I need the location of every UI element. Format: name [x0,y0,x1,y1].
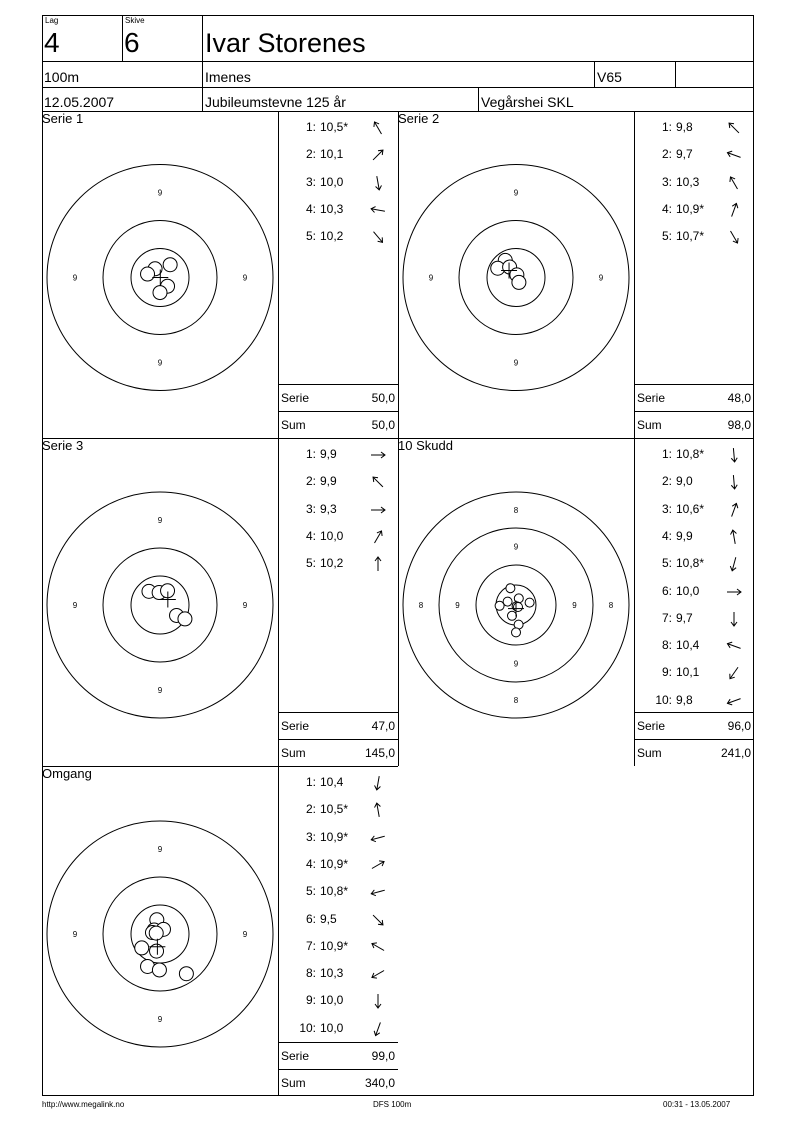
direction-arrow-icon [368,828,388,848]
direction-arrow-icon [368,500,388,520]
ring-label: 9 [242,273,248,283]
direction-arrow-icon [368,145,388,165]
shot-row [634,145,754,165]
direction-arrow-icon [368,472,388,492]
shot-row [278,554,398,574]
ring-label: 8 [608,601,614,610]
class: V65 [597,69,622,85]
date: 12.05.2007 [44,94,115,110]
direction-arrow-icon [368,118,388,138]
direction-arrow-icon [368,200,388,220]
shot-score: 10,1 [676,665,700,680]
shot-number: 8: [661,638,672,653]
shot-number: 3: [661,174,672,189]
shot-number: 2: [305,474,316,489]
target-ring [131,576,189,634]
direction-arrow-icon [368,554,388,574]
footer-timestamp: 00:31 - 13.05.2007 [663,1100,731,1109]
serie-total: 96,0 [727,719,751,733]
sum-label: Sum [281,1076,306,1090]
shot-number: 1: [305,120,316,134]
club: Imenes [205,69,251,85]
serie-total: 50,0 [371,391,395,405]
ring-label: 9 [72,930,78,939]
ring-label: 9 [157,686,163,695]
direction-arrow-icon [368,937,388,957]
shot-hole [525,598,534,607]
direction-arrow-icon [724,445,744,465]
direction-arrow-icon [724,173,744,193]
ring-label: 9 [157,358,163,368]
serie-label: Serie [281,719,310,733]
shot-number: 5: [305,556,316,571]
shot-score: 10,9* [676,201,705,216]
shot-row [634,527,754,547]
shot-hole [152,963,166,977]
shot-score: 10,9* [320,856,349,871]
shot-hole [495,601,504,610]
lag-label: Lag [45,16,59,25]
shot-hole [179,967,193,981]
shot-row [634,445,754,465]
target-diagram [398,438,634,766]
ring-label: 8 [418,601,424,610]
shot-score: 9,9 [676,528,693,543]
target-ring [47,492,273,718]
shot-row [634,663,754,683]
shot-score: 10,4 [320,775,344,789]
shot-number: 1: [661,447,672,461]
shot-number: 2: [305,802,316,817]
ring-label: 9 [455,601,460,610]
shot-row [278,445,398,465]
shot-number: 1: [661,120,672,134]
panel-title: Serie 2 [398,111,440,126]
shot-number: 4: [661,528,672,543]
shot-score: 10,0 [320,1020,344,1035]
shot-score: 10,8* [320,884,349,899]
shot-number: 4: [305,528,316,543]
shot-row [634,200,754,220]
ring-label: 9 [157,845,163,854]
shot-number: 7: [305,938,316,953]
shot-row [278,173,398,193]
target-diagram [398,111,634,438]
shot-hole [153,286,167,300]
footer-url[interactable]: http://www.megalink.no [42,1100,125,1109]
direction-arrow-icon [724,691,744,711]
shot-row [634,609,754,629]
shot-row [634,554,754,574]
shot-row [634,472,754,492]
shot-row [278,1019,398,1039]
direction-arrow-icon [368,964,388,984]
ring-label: 9 [513,659,519,669]
distance: 100m [44,69,80,85]
shot-number: 5: [305,884,316,899]
shot-row [278,882,398,902]
direction-arrow-icon [724,118,744,138]
serie-total: 99,0 [371,1049,395,1063]
shot-row [634,173,754,193]
shot-row [278,800,398,820]
shot-number: 8: [305,966,316,981]
ring-label: 9 [72,273,78,283]
direction-arrow-icon [724,582,744,602]
shot-number: 2: [305,147,316,162]
shot-row [278,855,398,875]
organizer: Vegårshei SKL [481,94,574,110]
shooter-name: Ivar Storenes [205,28,366,58]
shot-number: 6: [661,583,672,598]
shot-number: 5: [305,229,316,244]
serie-total: 48,0 [727,391,751,405]
shot-number: 5: [661,556,672,571]
shot-row [278,964,398,984]
shot-score: 10,3 [320,966,344,981]
sum-total: 241,0 [720,746,751,760]
shot-number: 4: [305,201,316,216]
shot-row [278,200,398,220]
shot-score: 9,5 [320,911,337,926]
panel-title: Serie 1 [42,111,84,126]
shot-score: 10,9* [320,829,349,844]
shot-row [278,828,398,848]
event-name: Jubileumstevne 125 år [205,94,346,110]
lag-value: 4 [44,27,60,58]
shot-score: 10,5* [320,120,349,134]
direction-arrow-icon [724,200,744,220]
ring-label: 9 [157,516,163,525]
shot-score: 10,9* [320,938,349,953]
serie-label: Serie [637,719,666,733]
panel-title: Serie 3 [42,438,84,453]
shot-number: 7: [661,610,672,625]
shot-row [278,991,398,1011]
shot-row [634,582,754,602]
shot-score: 10,8* [676,556,705,571]
direction-arrow-icon [724,663,744,683]
serie-label: Serie [281,391,310,405]
shot-row [278,227,398,247]
shot-score: 9,7 [676,610,693,625]
shot-hole [508,611,517,620]
shot-score: 9,9 [320,474,337,489]
shot-number: 6: [305,911,316,926]
shot-row [634,691,754,711]
direction-arrow-icon [368,527,388,547]
shot-hole [163,258,177,272]
shot-score: 10,2 [320,556,344,571]
shot-hole [512,275,526,289]
ring-label: 9 [513,358,519,368]
ring-label: 9 [242,930,248,939]
shot-score: 10,4 [676,638,700,653]
shot-hole [178,612,192,626]
shot-score: 9,8 [676,692,693,707]
shot-score: 10,2 [320,229,344,244]
direction-arrow-icon [724,145,744,165]
serie-label: Serie [281,1049,310,1063]
shot-number: 3: [305,501,316,516]
target-diagram [42,111,278,438]
shot-score: 9,9 [320,447,337,461]
direction-arrow-icon [368,910,388,930]
shot-score: 10,0 [320,528,344,543]
ring-label: 9 [572,601,577,610]
ring-label: 8 [513,696,519,705]
direction-arrow-icon [368,173,388,193]
shot-hole [149,926,163,940]
shot-row [278,910,398,930]
serie-total: 47,0 [371,719,395,733]
ring-label: 9 [513,542,519,552]
ring-label: 9 [428,273,434,283]
shot-number: 4: [305,856,316,871]
shot-score: 10,8* [676,447,705,461]
shot-hole [135,941,149,955]
direction-arrow-icon [368,991,388,1011]
ring-label: 9 [242,601,248,610]
shot-score: 9,8 [676,120,693,134]
shot-number: 3: [661,501,672,516]
sum-label: Sum [637,746,662,760]
shot-row [278,937,398,957]
shot-number: 9: [661,665,672,680]
direction-arrow-icon [368,882,388,902]
shot-number: 3: [305,829,316,844]
ring-label: 9 [157,188,163,198]
shot-row [278,118,398,138]
shot-row [634,118,754,138]
skive-value: 6 [124,27,140,58]
shot-score: 10,7* [676,229,705,244]
shot-hole [141,267,155,281]
direction-arrow-icon [368,855,388,875]
direction-arrow-icon [724,227,744,247]
shot-score: 10,0 [676,583,700,598]
shot-number: 10: [655,692,672,707]
direction-arrow-icon [368,773,388,793]
shot-number: 4: [661,201,672,216]
skive-label: Skive [125,16,145,25]
shot-row [634,227,754,247]
ring-label: 9 [513,188,519,198]
direction-arrow-icon [368,227,388,247]
shot-row [278,500,398,520]
sum-total: 98,0 [727,418,751,432]
direction-arrow-icon [368,800,388,820]
shot-row [278,145,398,165]
shot-row [634,500,754,520]
shot-score: 9,3 [320,501,337,516]
shot-number: 3: [305,174,316,189]
direction-arrow-icon [724,500,744,520]
shot-score: 10,3 [676,174,700,189]
direction-arrow-icon [368,445,388,465]
panel-title: Omgang [42,766,92,781]
ring-label: 9 [157,1015,163,1024]
ring-label: 9 [598,273,604,283]
shot-number: 9: [305,993,316,1008]
sum-total: 50,0 [371,418,395,432]
direction-arrow-icon [368,1019,388,1039]
sum-label: Sum [281,418,306,432]
shot-score: 10,3 [320,201,344,216]
direction-arrow-icon [724,527,744,547]
sum-total: 340,0 [364,1076,395,1090]
shot-score: 10,0 [320,993,344,1008]
shot-number: 2: [661,147,672,162]
target-diagram [42,766,278,1096]
shot-score: 10,5* [320,802,349,817]
shot-number: 5: [661,229,672,244]
sum-label: Sum [637,418,662,432]
shot-number: 10: [299,1020,316,1035]
shot-row [634,636,754,656]
direction-arrow-icon [724,609,744,629]
shot-number: 1: [305,775,316,789]
shot-row [278,773,398,793]
shot-number: 1: [305,447,316,461]
shot-hole [512,628,521,637]
shot-score: 10,6* [676,501,705,516]
panel-title: 10 Skudd [398,438,453,453]
target-ring [103,548,217,662]
shot-number: 2: [661,474,672,489]
shot-hole [514,603,523,612]
direction-arrow-icon [724,554,744,574]
shot-score: 9,7 [676,147,693,162]
shot-hole [150,944,164,958]
ring-label: 8 [513,506,519,515]
sum-total: 145,0 [364,746,395,760]
target-diagram [42,438,278,766]
direction-arrow-icon [724,636,744,656]
shot-score: 10,0 [320,174,344,189]
shot-hole [506,584,515,593]
shot-row [278,527,398,547]
shot-score: 10,1 [320,147,344,162]
sum-label: Sum [281,746,306,760]
shot-row [278,472,398,492]
serie-label: Serie [637,391,666,405]
ring-label: 9 [72,601,78,610]
shot-score: 9,0 [676,474,693,489]
direction-arrow-icon [724,472,744,492]
footer-program: DFS 100m [373,1100,412,1109]
